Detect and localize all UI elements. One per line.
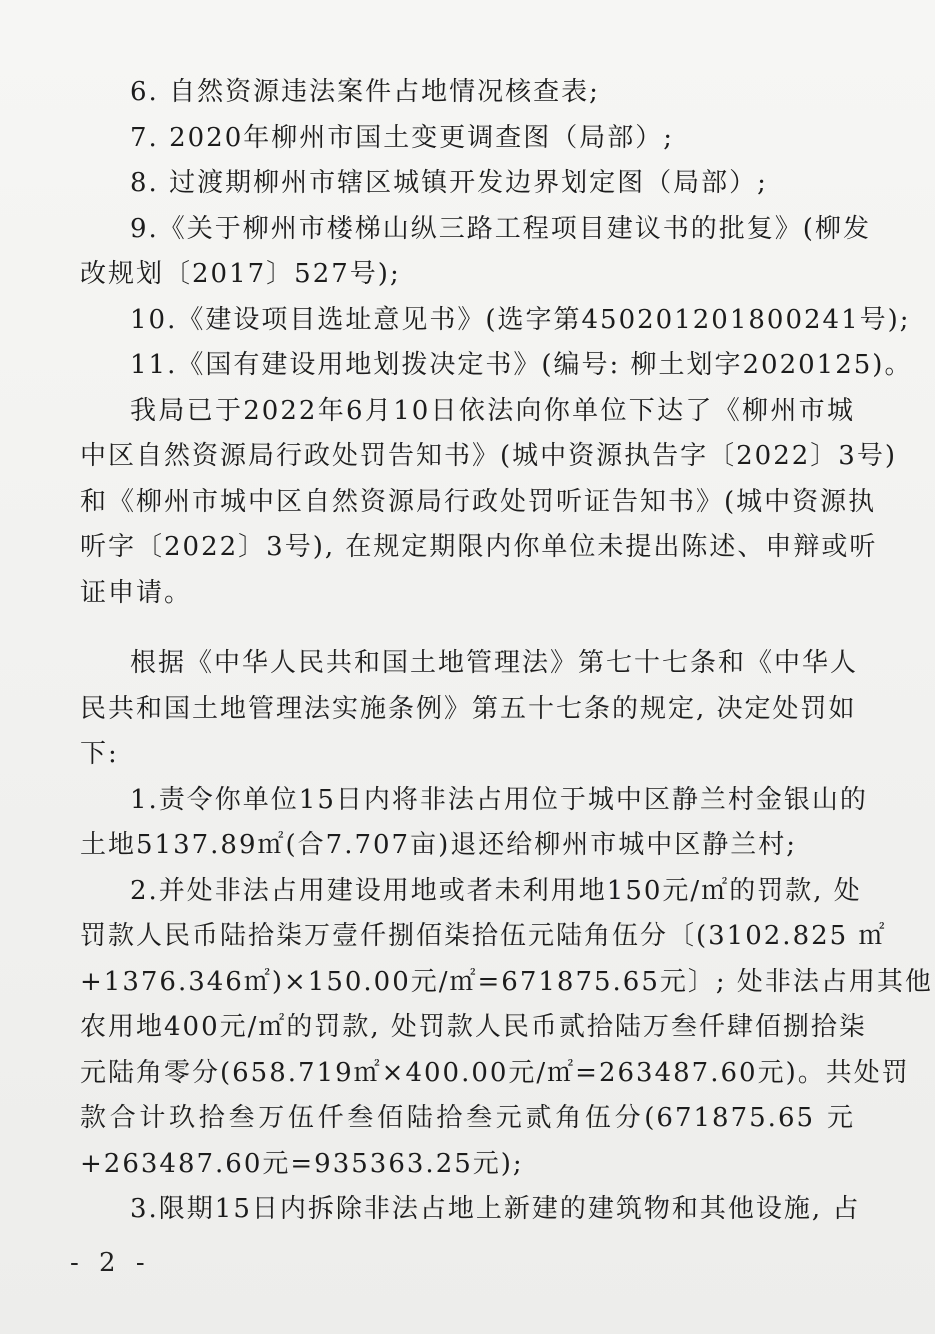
penalty-item-1-line: 1.责令你单位15日内将非法占用位于城中区静兰村金银山的 (130, 784, 868, 815)
paragraph-notice-line: 中区自然资源局行政处罚告知书》(城中资源执告字〔2022〕3号) (80, 441, 897, 471)
attachment-item-9-continued: 改规划〔2017〕527号); (80, 259, 401, 289)
document-body (80, 70, 933, 1233)
penalty-item-2-line: 罚款人民币陆拾柒万壹仟捌佰柒拾伍元陆角伍分〔(3102.825 ㎡ (80, 921, 887, 951)
paragraph-spacer (80, 616, 855, 641)
paragraph-notice-line: 和《柳州市城中区自然资源局行政处罚听证告知书》(城中资源执 (80, 486, 877, 517)
paragraph-notice-line: 听字〔2022〕3号), 在规定期限内你单位未提出陈述、申辩或听 (80, 532, 878, 562)
penalty-item-2-line: +1376.346㎡)×150.00元/㎡=671875.65元〕; 处非法占用其他 (80, 966, 933, 997)
paragraph-basis-line: 下: (80, 739, 119, 769)
attachment-item-8: 8. 过渡期柳州市辖区城镇开发边界划定图（局部）; (130, 168, 768, 198)
penalty-item-2-line: 2.并处非法占用建设用地或者未利用地150元/㎡的罚款, 处 (130, 875, 862, 906)
attachment-item-11: 11.《国有建设用地划拨决定书》(编号: 柳土划字2020125)。 (130, 350, 913, 380)
penalty-item-2-line: 款合计玖拾叁万伍仟叁佰陆拾叁元贰角伍分(671875.65 元 (80, 1103, 855, 1133)
attachment-item-6: 6. 自然资源违法案件占地情况核查表; (130, 77, 600, 107)
attachment-item-9: 9.《关于柳州市楼梯山纵三路工程项目建议书的批复》(柳发 (130, 213, 871, 244)
paragraph-basis-line: 民共和国土地管理法实施条例》第五十七条的规定, 决定处罚如 (80, 693, 857, 724)
paragraph-notice-line: 证申请。 (80, 577, 193, 608)
paragraph-notice-line: 我局已于2022年6月10日依法向你单位下达了《柳州市城 (130, 395, 855, 426)
attachment-item-7: 7. 2020年柳州市国土变更调查图（局部）; (130, 122, 674, 153)
attachment-item-10: 10.《建设项目选址意见书》(选字第450201201800241号); (130, 304, 911, 335)
penalty-item-2-line: 元陆角零分(658.719㎡×400.00元/㎡=263487.60元)。共处罚 (80, 1057, 910, 1088)
penalty-item-1-line: 土地5137.89㎡(合7.707亩)退还给柳州市城中区静兰村; (80, 830, 797, 860)
paragraph-basis-line: 根据《中华人民共和国土地管理法》第七十七条和《中华人 (130, 648, 859, 678)
page-number: - 2 - (70, 1248, 151, 1278)
penalty-item-2-line: +263487.60元=935363.25元); (80, 1148, 524, 1179)
penalty-item-3-line: 3.限期15日内拆除非法占地上新建的建筑物和其他设施, 占 (130, 1194, 861, 1224)
penalty-item-2-line: 农用地400元/㎡的罚款, 处罚款人民币贰拾陆万叁仟肆佰捌拾柒 (80, 1012, 867, 1042)
